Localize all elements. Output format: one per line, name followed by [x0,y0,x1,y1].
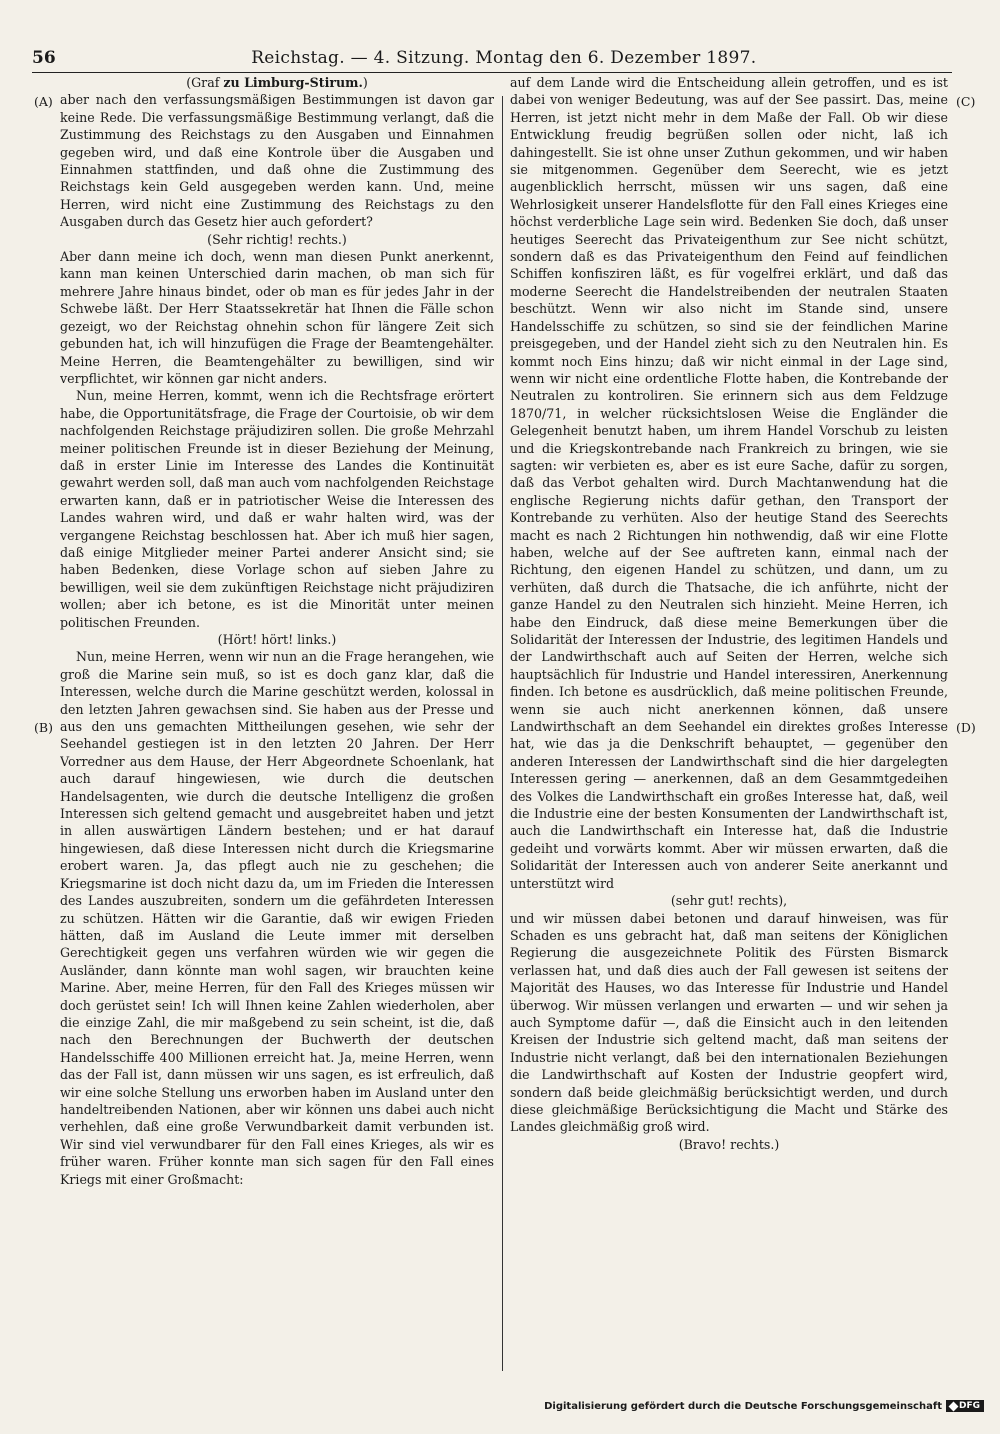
margin-marker-d: (D) [956,720,976,735]
speaker-name: zu Limburg-Stirum. [223,75,363,90]
left-column [60,74,494,1374]
column-divider [502,96,503,1371]
interjection: (Sehr richtig! rechts.) [207,231,347,247]
speaker-prefix: (Graf [186,75,224,90]
margin-marker-b: (B) [34,720,53,735]
paragraph: Nun, meine Herren, kommt, wenn ich die Rechtsfrage erörtert habe, die Opportunitätsfrage, die Frage der Courtoisie, ob wir dem nachfolgenden Reichstage präjudiziren sollen. Die große Mehrzahl meiner politischen Freunde ist in dieser Beziehung der Meinung, daß in erster Linie im Interesse des Landes die Kontinuität gewahrt werden soll, daß man auch vom nachfolgenden Reichstage erwarten kann, daß er in patriotischer Weise die Interessen des Landes wahren wird, und daß er wahr halten wird, was der vergangene Reichstag beschlossen hat. Aber ich muß hier sagen, daß einige Mitglieder meiner Partei anderer Ansicht sind; sie haben Bedenken, diese Vorlage schon auf sieben Jahre zu bewilligen, weil sie dem zukünftigen Reichstage nicht präjudiziren wollen; aber ich betone, es ist die Minorität unter meinen politischen Freunden. [60,388,494,630]
dfg-logo [946,1400,984,1412]
digitization-credit [544,1400,984,1412]
interjection: (sehr gut! rechts), [670,893,788,909]
interjection: (Bravo! rechts.) [678,1136,780,1152]
paragraph: Aber dann meine ich doch, wenn man diesen Punkt anerkennt, kann man keinen Unterschied darin machen, ob man sich für mehrere Jahre hinaus bindet, oder ob man es für jedes Jahr in der Schwebe läßt. Der Herr Staatssekretär hat Ihnen die Fälle schon gezeigt, wo der Reichstag ohnehin schon für längere Zeit sich gebunden hat, ich will hinzufügen die Frage der Beamtengehälter. Meine Herren, die Beamtengehälter zu bewilligen, sind wir verpflichtet, wir können gar nicht anders. [60,249,494,386]
running-head-title: Reichstag. — 4. Sitzung. Montag den 6. Dezember 1897. [251,48,757,68]
left-paragraphs [60,91,494,1188]
margin-marker-c: (C) [956,94,976,109]
running-header [32,44,952,73]
margin-marker-a: (A) [34,94,53,109]
right-column [510,74,948,1374]
paragraph: und wir müssen dabei betonen und darauf hinweisen, was für Schaden es uns gebracht hat, daß man seitens der Königlichen Regierung die ausgezeichnete Politik des Fürsten Bismarck verlassen hat, und daß dies auch der Fall gewesen ist seitens der Majorität des Hauses, wo das Interesse für Industrie und Handel überwog. Wir müssen verlangen und erwarten — und wir sehen ja auch Symptome dafür —, daß die Einsicht auch in den leitenden Kreisen der Industrie sich geltend macht, daß man seitens der Industrie nicht verlangt, daß bei den internationalen Beziehungen die Landwirthschaft auf Kosten der Industrie geopfert wird, sondern daß beide gleichmäßig berücksichtigt werden, und durch diese gleichmäßige Berücksichtigung die Macht und Stärke des Landes gleichmäßig groß wird. [510,910,948,1135]
credit-text: Digitalisierung gefördert durch die Deutsche Forschungsgemeinschaft [544,1400,942,1412]
dfg-diamond-icon [949,1401,959,1411]
dfg-logo-text: DFG [958,1401,980,1411]
speaker-line [60,74,494,91]
speaker-suffix: ) [362,75,368,90]
paragraph: auf dem Lande wird die Entscheidung allein getroffen, und es ist dabei von weniger Bedeutung, was auf der See passirt. Das, meine Herren, ist jetzt nicht mehr in dem Maße der Fall. Ob wir diese Entwicklung freudig begrüßen sollen oder nicht, laß ich dahingestellt. Sie ist ohne unser Zuthun gekommen, und wir haben sie mitgenommen. Gegenüber dem Seerecht, wie es jetzt augenblicklich herrscht, müssen wir uns sagen, daß eine Wehrlosigkeit unserer Handelsflotte für den Fall eines Krieges eine höchst verderbliche Lage sein wird. Bedenken Sie doch, daß unser heutiges Seerecht das Privateigenthum zur See nicht schützt, sondern daß es das Privateigenthum den Feind auf feindlichen Schiffen konfisziren läßt, es für vogelfrei erklärt, und daß das moderne Seerecht die Handelstreibenden der neutralen Staaten beschützt. Wenn wir also nicht im Stande sind, unsere Handelsschiffe zu schützen, so sind sie der feindlichen Marine preisgegeben, und der Handel zieht sich zu den Neutralen hin. Es kommt noch Eins hinzu; daß wir nicht einmal in der Lage sind, wenn wir nicht eine ordentliche Flotte haben, die Kontrebande der Neutralen zu kontroliren. Sie erinnern sich aus dem Feldzuge 1870/71, in welcher rücksichtslosen Weise die Engländer die Gelegenheit benutzt haben, um ihrem Handel Vorschub zu leisten und die Kriegskontrebande nach Frankreich zu bringen, wie sie sagten: wir verbieten es, aber es ist eure Sache, dafür zu sorgen, daß das Verbot gehalten wird. Durch Machtanwendung hat die englische Regierung nichts dafür gethan, den Transport der Kontrebande zu verhüten. Also der heutige Stand des Seerechts macht es nach 2 Richtungen hin nothwendig, daß wir eine Flotte haben, welche auf der See auftreten kann, einmal nach der Richtung, den eigenen Handel zu schützen, und dann, um zu verhüten, daß durch die Thatsache, die ich anführte, nicht der ganze Handel zu den Neutralen sich hinzieht. Meine Herren, ich habe den Eindruck, daß diese meine Bemerkungen über die Solidarität der Interessen der Industrie, des legitimen Handels und der Landwirthschaft auch auf Seiten der Herren, welche sich hauptsächlich für Industrie und Handel interessiren, Anerkennung finden. Ich betone es ausdrücklich, daß meine politischen Freunde, wenn sie auch nicht anerkennen können, daß unsere Landwirthschaft an dem Seehandel ein direktes großes Interesse hat, wie das ja die Denkschrift behauptet, — gegenüber den anderen Interessen der Landwirthschaft sind die hier dargelegten Interessen gering — anerkennen, daß an dem Gesammtgedeihen des Volkes die Landwirthschaft ein großes Interesse hat, daß, weil die Industrie eine der besten Konsumenten der Landwirthschaft ist, auch die Landwirthschaft ein Interesse hat, daß die Industrie gedeiht und vorwärts kommt. Aber wir müssen erwarten, daß die Solidarität der Interessen auch von anderer Seite anerkannt und unterstützt wird [510,75,948,891]
right-paragraphs [510,74,948,1153]
page-number: 56 [32,48,56,68]
paragraph: aber nach den verfassungsmäßigen Bestimmungen ist davon gar keine Rede. Die verfassungsmäßige Bestimmung verlangt, daß die Zustimmung des Reichstags zu den Ausgaben und Einnahmen gegeben wird, und daß eine Kontrole über die Ausgaben und Einnahmen stattfinden, und daß ohne die Zustimmung des Reichstags kein Geld ausgegeben werden kann. Und, meine Herren, wird nicht eine Zustimmung des Reichstags zu den Ausgaben durch das Gesetz hier auch gefordert? [60,92,494,230]
paragraph: Nun, meine Herren, wenn wir nun an die Frage herangehen, wie groß die Marine sein muß, so ist es doch ganz klar, daß die Interessen, welche durch die Marine geschützt werden, kolossal in den letzten Jahren gewachsen sind. Sie haben aus der Presse und aus den uns gemachten Mittheilungen gesehen, wie sehr der Seehandel gestiegen ist in den letzten 20 Jahren. Der Herr Vorredner aus dem Hause, der Herr Abgeordnete Schoenlank, hat auch darauf hingewiesen, wie durch die deutschen Handelsagenten, wie durch die deutsche Intelligenz die großen Interessen sich geltend gemacht und ausgebreitet haben und jetzt in allen auswärtigen Ländern bestehen; und er hat darauf hingewiesen, daß diese Interessen nicht durch die Kriegsmarine erobert waren. Ja, das pflegt auch nie zu geschehen; die Kriegsmarine ist doch nicht dazu da, um im Frieden die Interessen des Landes auszubreiten, sondern um die gefährdeten Interessen zu schützen. Hätten wir die Garantie, daß wir ewigen Frieden hätten, daß im Ausland die Leute immer mit derselben Gerechtigkeit gegen uns verfahren würden wie wir gegen die Ausländer, dann könnte man wohl sagen, wir brauchten keine Marine. Aber, meine Herren, für den Fall des Krieges müssen wir doch gerüstet sein! Ich will Ihnen keine Zahlen wiederholen, aber die einzige Zahl, die mir maßgebend zu sein scheint, ist die, daß nach den Berechnungen der Buchwerth der deutschen Handelsschiffe 400 Millionen erreicht hat. Ja, meine Herren, wenn das der Fall ist, dann müssen wir uns sagen, es ist erfreulich, daß wir eine solche Stellung uns erworben haben im Ausland unter den handeltreibenden Nationen, aber wir können uns dabei auch nicht verhehlen, daß eine große Verwundbarkeit damit verbunden ist. Wir sind viel verwundbarer für den Fall eines Krieges, als wir es früher waren. Früher konnte man sich sagen für den Fall eines Kriegs mit einer Großmacht: [60,649,494,1187]
interjection: (Hört! hört! links.) [217,632,337,647]
